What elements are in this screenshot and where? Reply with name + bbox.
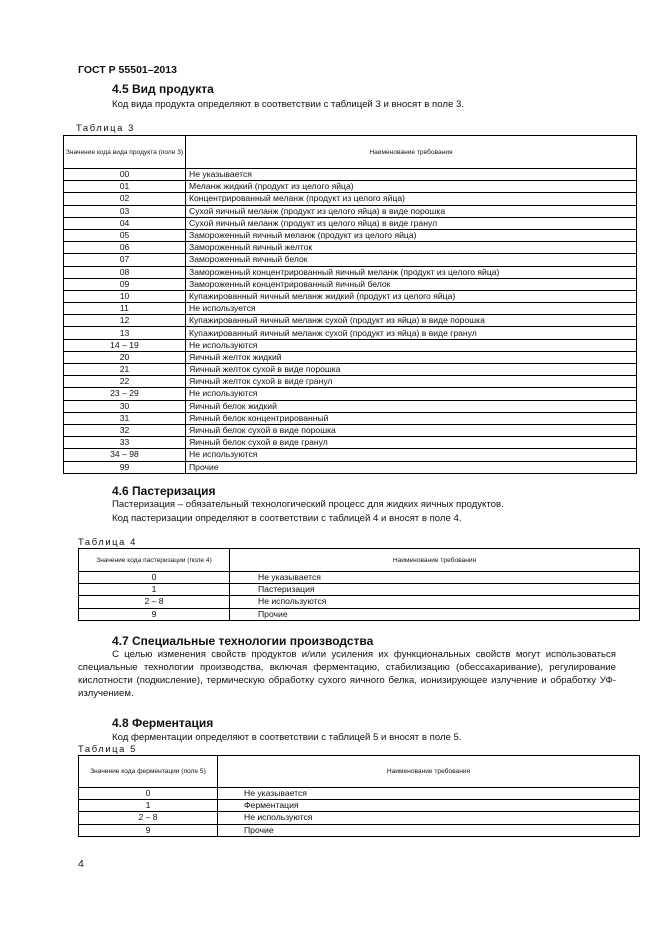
table-5-caption: Таблица 5	[78, 743, 137, 754]
name-cell: Концентрированный меланж (продукт из целого яйца)	[186, 193, 637, 205]
section-4-7-heading: 4.7 Специальные технологии производства	[112, 634, 374, 648]
table-row	[64, 193, 637, 205]
table-row	[64, 315, 637, 327]
table-row	[64, 266, 637, 278]
name-cell: Яичный белок сухой в виде гранул	[186, 437, 637, 449]
code-cell: 34 – 98	[64, 449, 186, 461]
name-cell: Сухой яичный меланж (продукт из целого яйца) в виде гранул	[186, 217, 637, 229]
name-cell: Сухой яичный меланж (продукт из целого яйца) в виде порошка	[186, 205, 637, 217]
code-cell: 10	[64, 290, 186, 302]
table-3-col-name: Наименование требования	[186, 136, 637, 169]
name-cell: Яичный белок концентрированный	[186, 412, 637, 424]
code-cell: 03	[64, 205, 186, 217]
code-cell: 1	[79, 584, 230, 596]
name-cell: Пастеризация	[230, 584, 640, 596]
code-cell: 30	[64, 400, 186, 412]
name-cell: Не используются	[218, 812, 640, 824]
table-row	[64, 290, 637, 302]
document-code: ГОСТ Р 55501–2013	[78, 64, 177, 76]
table-row	[64, 376, 637, 388]
table-4	[78, 548, 640, 621]
name-cell: Меланж жидкий (продукт из целого яйца)	[186, 181, 637, 193]
table-row	[79, 608, 640, 620]
name-cell: Яичный желток жидкий	[186, 351, 637, 363]
code-cell: 0	[79, 788, 218, 800]
table-row	[64, 229, 637, 241]
table-5	[78, 755, 640, 837]
table-row	[79, 572, 640, 584]
table-row	[64, 242, 637, 254]
code-cell: 13	[64, 327, 186, 339]
name-cell: Не используются	[230, 596, 640, 608]
code-cell: 05	[64, 229, 186, 241]
code-cell: 9	[79, 824, 218, 836]
name-cell: Не используются	[186, 339, 637, 351]
table-3-col-code: Значение кода вида продукта (поле 3)	[64, 136, 186, 169]
code-cell: 08	[64, 266, 186, 278]
table-4-col-code: Значение кода пастеризации (поле 4)	[79, 549, 230, 572]
section-4-6-heading: 4.6 Пастеризация	[112, 484, 216, 498]
name-cell: Яичный белок сухой в виде порошка	[186, 424, 637, 436]
code-cell: 12	[64, 315, 186, 327]
page-number: 4	[78, 858, 84, 870]
code-cell: 9	[79, 608, 230, 620]
name-cell: Замороженный яичный желток	[186, 242, 637, 254]
code-cell: 32	[64, 424, 186, 436]
code-cell: 00	[64, 169, 186, 181]
table-row	[79, 596, 640, 608]
table-row	[64, 388, 637, 400]
name-cell: Не используются	[186, 449, 637, 461]
table-4-col-name: Наименование требования	[230, 549, 640, 572]
name-cell: Яичный белок жидкий	[186, 400, 637, 412]
table-row	[64, 181, 637, 193]
name-cell: Замороженный яичный белок	[186, 254, 637, 266]
table-row	[64, 351, 637, 363]
code-cell: 22	[64, 376, 186, 388]
code-cell: 1	[79, 800, 218, 812]
table-row	[64, 278, 637, 290]
table-row	[64, 169, 637, 181]
name-cell: Прочие	[186, 461, 637, 473]
table-row	[64, 217, 637, 229]
table-row	[64, 461, 637, 473]
table-5-col-code: Значение кода ферментации (поле 5)	[79, 756, 218, 788]
code-cell: 33	[64, 437, 186, 449]
section-4-5-heading: 4.5 Вид продукта	[112, 82, 214, 96]
code-cell: 04	[64, 217, 186, 229]
table-row	[79, 584, 640, 596]
name-cell: Замороженный концентрированный яичный меланж (продукт из целого яйца)	[186, 266, 637, 278]
table-3	[63, 135, 637, 474]
name-cell: Замороженный яичный меланж (продукт из целого яйца)	[186, 229, 637, 241]
code-cell: 2 – 8	[79, 812, 218, 824]
name-cell: Яичный желток сухой в виде порошка	[186, 364, 637, 376]
name-cell: Не используется	[186, 303, 637, 315]
table-row	[79, 788, 640, 800]
table-row	[64, 205, 637, 217]
name-cell: Замороженный концентрированный яичный белок	[186, 278, 637, 290]
code-cell: 01	[64, 181, 186, 193]
section-4-8-heading: 4.8 Ферментация	[112, 716, 214, 730]
section-4-7-text: С целью изменения свойств продуктов и/или усиления их функциональных свойств могут использоваться специальные технологии производства, включая ферментацию, стабилизацию (обессахаривание), регулирование кислотности (подкисление), термическую обработку сухого яичного белка, ионизирующее излучение и обработку УФ-излучением.	[78, 649, 616, 699]
table-row	[79, 824, 640, 836]
table-row	[64, 449, 637, 461]
code-cell: 2 – 8	[79, 596, 230, 608]
table-row	[64, 412, 637, 424]
name-cell: Купажированный яичный меланж сухой (продукт из яйца) в виде гранул	[186, 327, 637, 339]
table-row	[64, 437, 637, 449]
code-cell: 02	[64, 193, 186, 205]
section-4-5-text: Код вида продукта определяют в соответствии с таблицей 3 и вносят в поле 3.	[112, 99, 464, 110]
table-row	[64, 327, 637, 339]
name-cell: Не указывается	[230, 572, 640, 584]
code-cell: 31	[64, 412, 186, 424]
code-cell: 99	[64, 461, 186, 473]
code-cell: 0	[79, 572, 230, 584]
table-4-caption: Таблица 4	[78, 536, 137, 547]
code-cell: 06	[64, 242, 186, 254]
name-cell: Ферментация	[218, 800, 640, 812]
name-cell: Не указывается	[218, 788, 640, 800]
section-4-6-text-1: Пастеризация – обязательный технологический процесс для жидких яичных продуктов.	[112, 499, 504, 510]
table-row	[64, 400, 637, 412]
table-row	[64, 303, 637, 315]
code-cell: 14 – 19	[64, 339, 186, 351]
code-cell: 21	[64, 364, 186, 376]
code-cell: 11	[64, 303, 186, 315]
name-cell: Не используются	[186, 388, 637, 400]
code-cell: 09	[64, 278, 186, 290]
table-row	[64, 424, 637, 436]
section-4-6-text-2: Код пастеризации определяют в соответствии с таблицей 4 и вносят в поле 4.	[112, 513, 462, 524]
table-5-col-name: Наименование требования	[218, 756, 640, 788]
code-cell: 23 – 29	[64, 388, 186, 400]
table-row	[64, 254, 637, 266]
table-row	[79, 812, 640, 824]
name-cell: Яичный желток сухой в виде гранул	[186, 376, 637, 388]
name-cell: Прочие	[218, 824, 640, 836]
table-row	[79, 800, 640, 812]
code-cell: 20	[64, 351, 186, 363]
name-cell: Купажированный яичный меланж жидкий (продукт из целого яйца)	[186, 290, 637, 302]
code-cell: 07	[64, 254, 186, 266]
table-row	[64, 339, 637, 351]
section-4-8-text: Код ферментации определяют в соответствии с таблицей 5 и вносят в поле 5.	[112, 732, 462, 743]
name-cell: Не указывается	[186, 169, 637, 181]
name-cell: Прочие	[230, 608, 640, 620]
table-3-caption: Таблица 3	[76, 122, 135, 133]
name-cell: Купажированный яичный меланж сухой (продукт из яйца) в виде порошка	[186, 315, 637, 327]
table-row	[64, 364, 637, 376]
